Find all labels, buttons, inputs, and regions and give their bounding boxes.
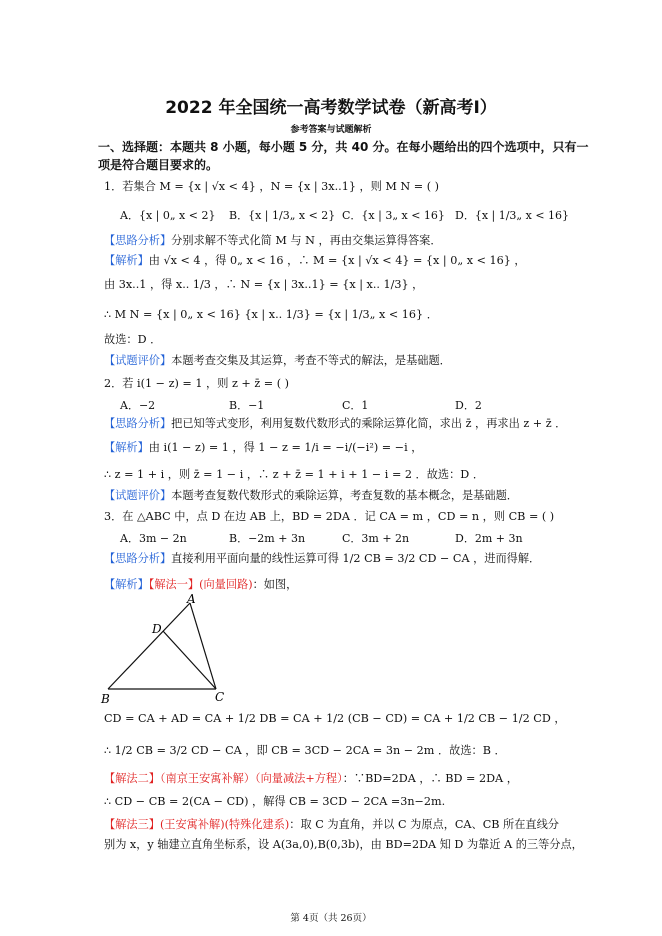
q3-method3-text2: 别为 x，y 轴建立直角坐标系，设 A(3a,0),B(0,3b)，由 BD=2DA 知 D 为靠近 A 的三等分点， xyxy=(104,838,583,851)
segment-cd xyxy=(163,631,216,689)
q2-stem: 2．若 i(1 − z) = 1 ，则 z + z̄ = ( ) xyxy=(104,377,289,390)
q1-stem: 1．若集合 M = {x | √x < 4} ，N = {x | 3x..1} ，则 M N = ( ) xyxy=(104,180,439,193)
q1-comment xyxy=(104,354,451,368)
q2-analysis-text: 把已知等式变形，利用复数代数形式的乘除运算化简，求出 z̄ ，再求出 z + z̄ ． xyxy=(171,417,567,430)
q3-eq1: CD = CA + AD = CA + 1/2 DB = CA + 1/2 (CB − CD) = CA + 1/2 CB − 1/2 CD ， xyxy=(104,712,566,725)
q2-analysis-tag: 【思路分析】 xyxy=(104,417,172,430)
q3-method2-eq: ∴ CD − CB = 2(CA − CD) ，解得 CB = 3CD − 2CA =3n−2m. xyxy=(104,795,446,808)
page-title: 2022 年全国统一高考数学试卷（新高考Ⅰ） xyxy=(165,98,497,118)
q1-sol1: 由 √x < 4 ，得 0„ x < 16 ，∴ M = {x | √x < 4} = {x | 0„ x < 16} ， xyxy=(148,254,526,267)
q2-comment-tag: 【试题评价】 xyxy=(104,489,172,502)
q1-analysis-text: 分别求解不等式化简 M 与 N ，再由交集运算得答案． xyxy=(171,234,442,247)
q3-analysis xyxy=(104,552,540,566)
q2-option-d: D．2 xyxy=(455,399,482,412)
section-heading-line2: 项是符合题目要求的。 xyxy=(98,158,219,172)
q3-option-a: A．3m − 2n xyxy=(120,532,187,545)
q3-option-c: C．3m + 2n xyxy=(342,532,410,545)
q3-method1-text: ：如图， xyxy=(252,578,298,591)
q2-option-a: A．−2 xyxy=(120,399,156,412)
q3-solution-tag: 【解析】 xyxy=(104,578,149,591)
q1-solution-tag: 【解析】 xyxy=(104,254,149,267)
side-ab xyxy=(108,603,190,689)
q2-option-b: B．−1 xyxy=(229,399,265,412)
label-a: A xyxy=(187,593,196,606)
page-subtitle: 参考答案与试题解析 xyxy=(290,125,372,135)
q3-method2 xyxy=(104,772,518,786)
q3-method3-tag: 【解法三】(王安寓补解)(特殊化建系) xyxy=(104,818,290,831)
q2-comment xyxy=(104,489,518,503)
q1-option-a: A．{x | 0„ x < 2} xyxy=(120,209,216,222)
q1-option-b: B．{x | 1/3„ x < 2} xyxy=(229,209,336,222)
q3-method1 xyxy=(104,578,297,592)
q1-option-c: C．{x | 3„ x < 16} xyxy=(342,209,445,222)
q3-option-b: B．−2m + 3n xyxy=(229,532,306,545)
q1-sol3: ∴ M N = {x | 0„ x < 16} {x | x.. 1/3} = {x | 1/3„ x < 16} ． xyxy=(104,308,438,321)
q1-comment-text: 本题考查交集及其运算，考查不等式的解法，是基础题． xyxy=(171,354,451,367)
q1-solution-line1 xyxy=(104,254,526,268)
q2-sol1: 由 i(1 − z) = 1 ，得 1 − z = 1/i = −i/(−i²) = −i ， xyxy=(148,441,423,454)
q3-analysis-text: 直接利用平面向量的线性运算可得 1/2 CB = 3/2 CD − CA ，进而得解． xyxy=(171,552,541,565)
triangle-figure xyxy=(98,593,238,708)
label-d: D xyxy=(152,622,162,636)
q2-solution-tag: 【解析】 xyxy=(104,441,149,454)
q1-comment-tag: 【试题评价】 xyxy=(104,354,172,367)
q3-stem: 3．在 △ABC 中，点 D 在边 AB 上，BD = 2DA ．记 CA = m ，CD = n ，则 CB = ( ) xyxy=(104,510,555,523)
q1-option-d: D．{x | 1/3„ x < 16} xyxy=(455,209,570,222)
q2-analysis xyxy=(104,417,566,431)
section-heading-line1: 一、选择题：本题共 8 小题，每小题 5 分，共 40 分。在每小题给出的四个选项中，只有一 xyxy=(98,140,589,154)
q1-sol2: 由 3x..1 ，得 x.. 1/3 ，∴ N = {x | 3x..1} = {x | x.. 1/3} ， xyxy=(104,278,424,291)
q1-analysis xyxy=(104,234,442,248)
q3-analysis-tag: 【思路分析】 xyxy=(104,552,172,565)
q3-method3-text: ：取 C 为直角，并以 C 为原点，CA、CB 所在直线分 xyxy=(289,818,559,831)
q3-method1-tag: 【解法一】(向量回路) xyxy=(148,578,253,591)
q2-sol2: ∴ z = 1 + i ，则 z̄ = 1 − i ，∴ z + z̄ = 1 + i + 1 − i = 2 ．故选：D ． xyxy=(104,468,485,481)
q2-option-c: C．1 xyxy=(342,399,369,412)
q3-method2-text: ：∵BD=2DA ，∴ BD = 2DA ， xyxy=(342,772,518,785)
page-footer: 第 4页（共 26页） xyxy=(290,913,372,924)
q3-method2-tag: 【解法二】（南京王安寓补解）（向量减法+方程） xyxy=(104,772,343,785)
q3-eq2: ∴ 1/2 CB = 3/2 CD − CA ，即 CB = 3CD − 2CA = 3n − 2m ．故选：B ． xyxy=(104,744,506,757)
q2-comment-text: 本题考查复数代数形式的乘除运算，考查复数的基本概念，是基础题． xyxy=(171,489,518,502)
label-b: B xyxy=(101,692,110,706)
q3-method3 xyxy=(104,818,559,832)
q1-analysis-tag: 【思路分析】 xyxy=(104,234,172,247)
side-ac xyxy=(190,603,216,689)
label-c: C xyxy=(215,690,225,704)
q2-solution-line1 xyxy=(104,441,422,455)
q1-choice: 故选：D ． xyxy=(104,333,162,346)
q3-option-d: D．2m + 3n xyxy=(455,532,523,545)
